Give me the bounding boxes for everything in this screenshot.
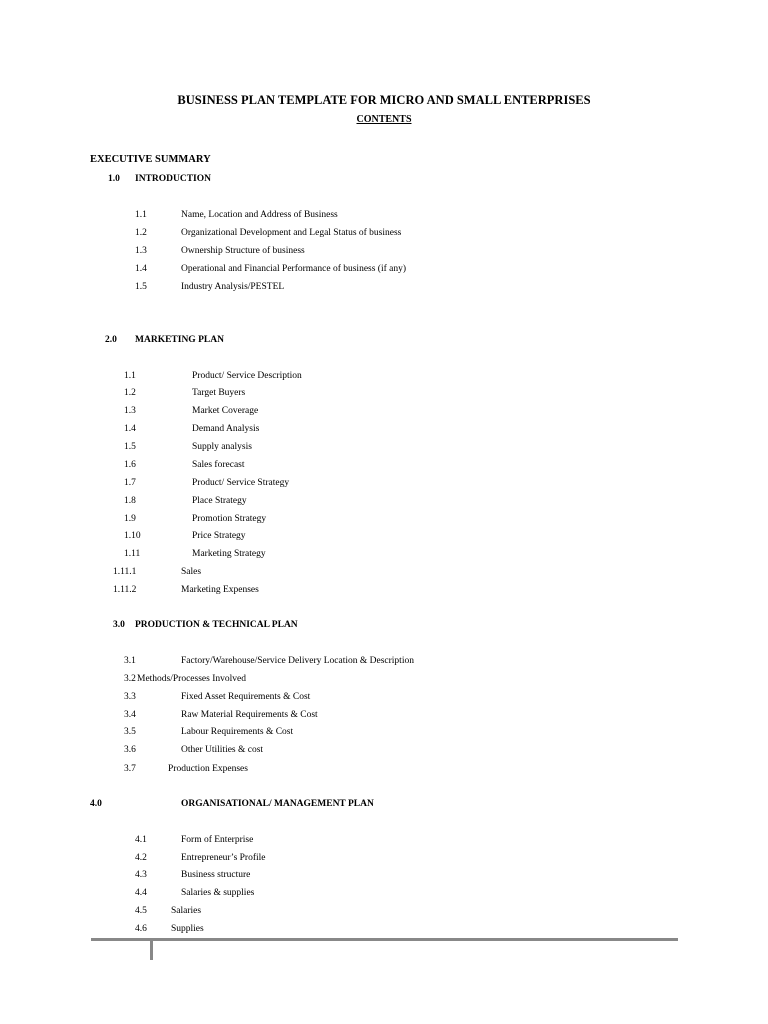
toc-item-number: 4.6 bbox=[135, 924, 147, 934]
toc-item-number: 1.5 bbox=[124, 442, 136, 452]
section-number: 2.0 bbox=[105, 335, 117, 345]
toc-item-number: 1.5 bbox=[135, 282, 147, 292]
toc-item-label: Name, Location and Address of Business bbox=[181, 210, 338, 220]
executive-summary-heading: EXECUTIVE SUMMARY bbox=[90, 154, 211, 165]
toc-item-number: 1.6 bbox=[124, 460, 136, 470]
toc-item-label: Supply analysis bbox=[192, 442, 252, 452]
section-title: ORGANISATIONAL/ MANAGEMENT PLAN bbox=[181, 799, 374, 809]
toc-item-number: 1.1 bbox=[135, 210, 147, 220]
footer-divider bbox=[91, 938, 678, 941]
toc-item-label: Supplies bbox=[171, 924, 204, 934]
toc-item-label: Promotion Strategy bbox=[192, 514, 267, 524]
toc-item-label: Salaries & supplies bbox=[181, 888, 255, 898]
toc-item-label: Form of Enterprise bbox=[181, 835, 254, 845]
toc-item-label: Salaries bbox=[171, 906, 202, 916]
toc-item-label: Raw Material Requirements & Cost bbox=[181, 710, 318, 720]
section-number: 4.0 bbox=[90, 799, 102, 809]
toc-item-number: 3.7 bbox=[124, 764, 136, 774]
toc-item-label: Fixed Asset Requirements & Cost bbox=[181, 692, 311, 702]
toc-item-number: 1.11.1 bbox=[113, 567, 137, 577]
toc-item-number: 1.8 bbox=[124, 496, 136, 506]
toc-item-number: 1.11 bbox=[124, 549, 141, 559]
toc-item-label: Target Buyers bbox=[192, 388, 246, 398]
toc-item-number: 1.4 bbox=[135, 264, 147, 274]
toc-item-number: 1.3 bbox=[124, 406, 136, 416]
toc-item-label: Sales bbox=[181, 567, 202, 577]
toc-item-label: Entrepreneur’s Profile bbox=[181, 853, 266, 863]
toc-item-number: 1.1 bbox=[124, 371, 136, 381]
toc-item-label: Production Expenses bbox=[168, 764, 248, 774]
toc-item-label: Business structure bbox=[181, 870, 251, 880]
section-title: PRODUCTION & TECHNICAL PLAN bbox=[135, 620, 298, 630]
toc-item-number: 1.7 bbox=[124, 478, 136, 488]
toc-item-number: 3.4 bbox=[124, 710, 136, 720]
section-number: 1.0 bbox=[108, 174, 120, 184]
toc-item-number: 4.2 bbox=[135, 853, 147, 863]
toc-item-number: 3.1 bbox=[124, 656, 136, 666]
toc-item-label: Ownership Structure of business bbox=[181, 246, 305, 256]
toc-item-label: Market Coverage bbox=[192, 406, 259, 416]
contents-heading: CONTENTS bbox=[356, 114, 412, 125]
toc-item-label: Product/ Service Strategy bbox=[192, 478, 290, 488]
toc-item-number: 1.11.2 bbox=[113, 585, 137, 595]
toc-item-number: 1.2 bbox=[124, 388, 136, 398]
document-title: BUSINESS PLAN TEMPLATE FOR MICRO AND SMALL ENTERPRISES bbox=[177, 93, 591, 107]
toc-item-number: 4.3 bbox=[135, 870, 147, 880]
toc-item-number: 4.5 bbox=[135, 906, 147, 916]
toc-item-number: 1.10 bbox=[124, 531, 141, 541]
toc-item-label: Industry Analysis/PESTEL bbox=[181, 282, 285, 292]
toc-item-label: Place Strategy bbox=[192, 496, 247, 506]
toc-item-label: Organizational Development and Legal Status of business bbox=[181, 228, 402, 238]
toc-item-number: 3.3 bbox=[124, 692, 136, 702]
toc-item-number: 4.4 bbox=[135, 888, 147, 898]
toc-item-number: 3.6 bbox=[124, 745, 136, 755]
toc-item-label: Marketing Strategy bbox=[192, 549, 266, 559]
toc-item-number: 3.2 bbox=[124, 674, 136, 684]
toc-item-label: Sales forecast bbox=[192, 460, 245, 470]
toc-item-label: Operational and Financial Performance of business (if any) bbox=[181, 264, 407, 274]
toc-item-number: 3.5 bbox=[124, 727, 136, 737]
toc-item-label: Labour Requirements & Cost bbox=[181, 727, 294, 737]
toc-item-label: Methods/Processes Involved bbox=[137, 674, 246, 684]
toc-item-label: Price Strategy bbox=[192, 531, 246, 541]
toc-item-number: 1.3 bbox=[135, 246, 147, 256]
section-title: INTRODUCTION bbox=[135, 174, 212, 184]
section-number: 3.0 bbox=[113, 620, 125, 630]
toc-item-label: Demand Analysis bbox=[192, 424, 260, 434]
toc-item-label: Product/ Service Description bbox=[192, 371, 302, 381]
toc-item-number: 1.9 bbox=[124, 514, 136, 524]
toc-item-label: Other Utilities & cost bbox=[181, 745, 264, 755]
toc-item-number: 1.4 bbox=[124, 424, 136, 434]
toc-item-number: 4.1 bbox=[135, 835, 147, 845]
footer-tick bbox=[150, 941, 153, 960]
toc-item-label: Marketing Expenses bbox=[181, 585, 259, 595]
toc-item-number: 1.2 bbox=[135, 228, 147, 238]
section-title: MARKETING PLAN bbox=[135, 335, 224, 345]
toc-item-label: Factory/Warehouse/Service Delivery Location & Description bbox=[181, 656, 414, 666]
